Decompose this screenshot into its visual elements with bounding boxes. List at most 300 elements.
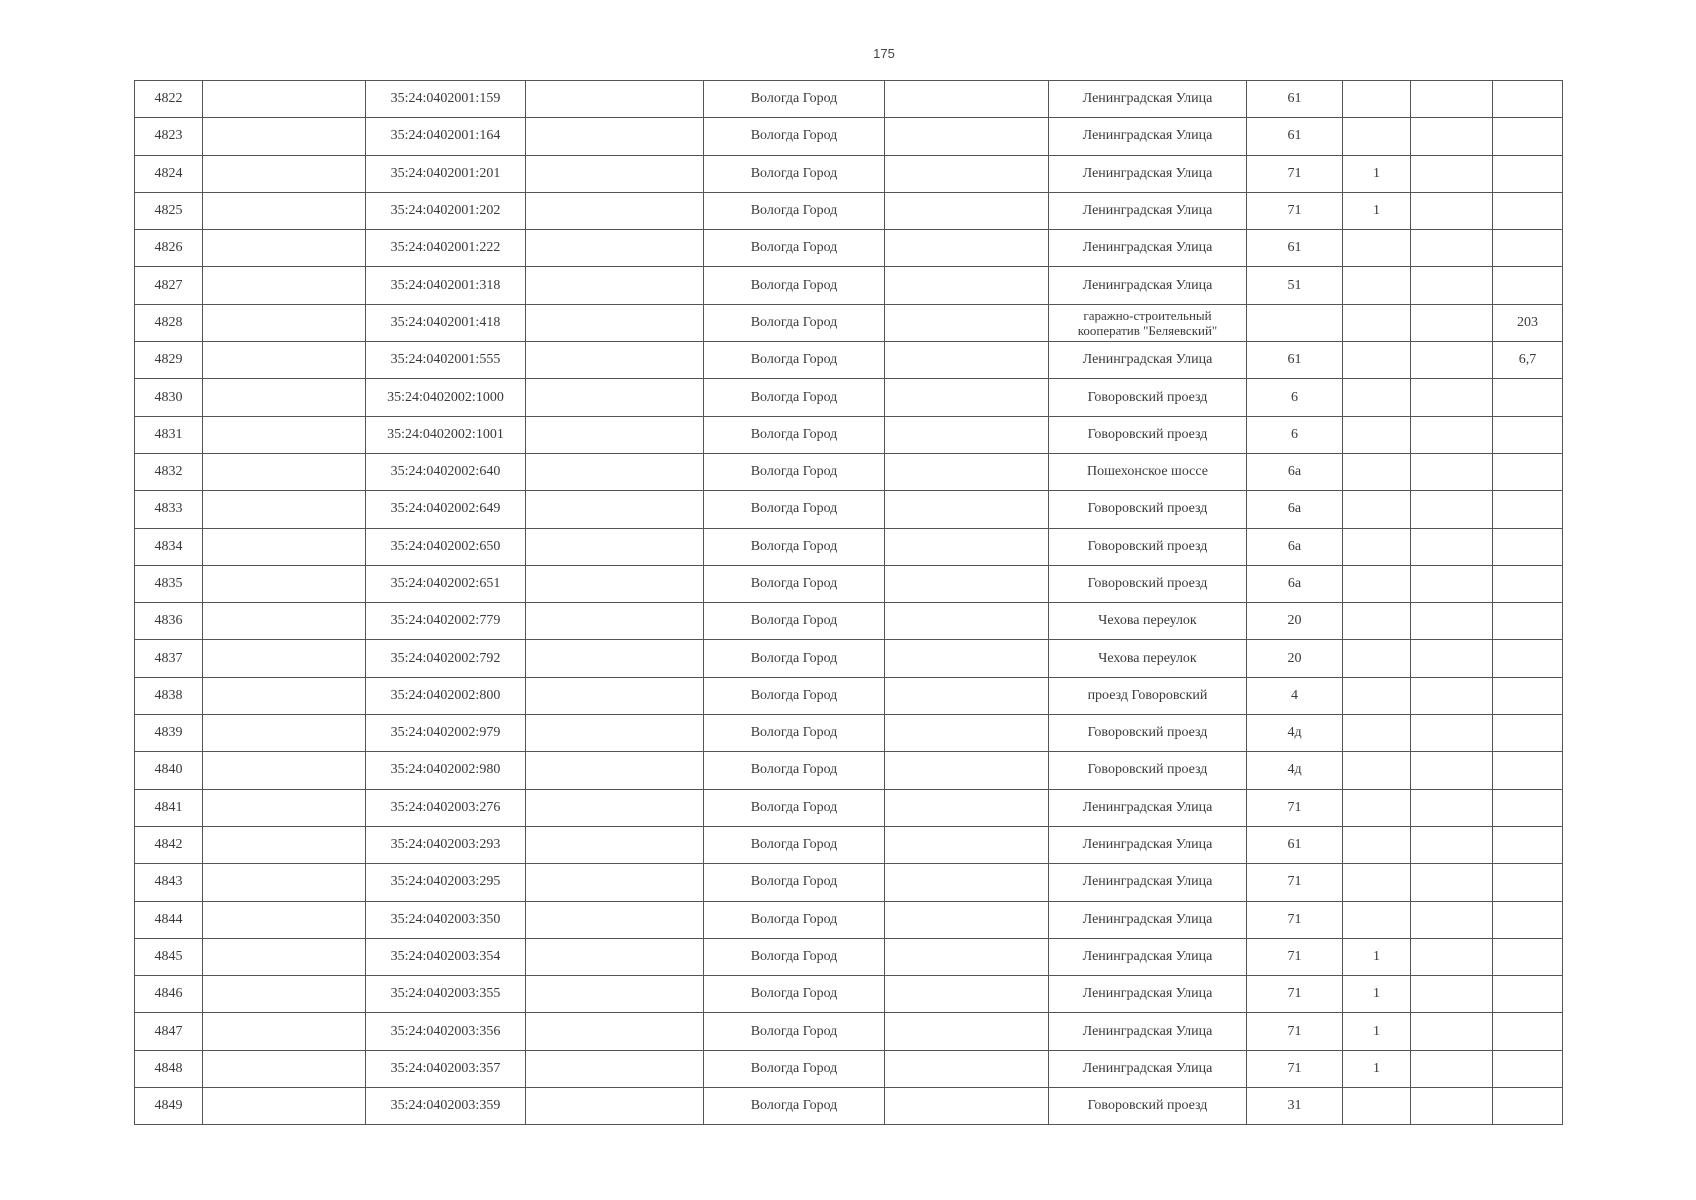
street-cell: Чехова переулок bbox=[1049, 603, 1247, 640]
street-cell: Ленинградская Улица bbox=[1049, 81, 1247, 118]
table-row bbox=[135, 677, 1563, 714]
cadastral-number-cell: 35:24:0402001:222 bbox=[366, 230, 526, 267]
value-cell bbox=[1493, 491, 1563, 528]
empty-cell bbox=[1411, 342, 1493, 379]
empty-cell bbox=[885, 826, 1049, 863]
empty-cell bbox=[203, 342, 366, 379]
table-row bbox=[135, 752, 1563, 789]
row-number-cell: 4834 bbox=[135, 528, 203, 565]
cadastral-number-cell: 35:24:0402001:159 bbox=[366, 81, 526, 118]
empty-cell bbox=[885, 491, 1049, 528]
value-cell: 1 bbox=[1343, 1013, 1411, 1050]
empty-cell bbox=[1411, 1088, 1493, 1125]
street-cell: Чехова переулок bbox=[1049, 640, 1247, 677]
empty-cell bbox=[526, 1013, 704, 1050]
empty-cell bbox=[1411, 379, 1493, 416]
empty-cell bbox=[203, 603, 366, 640]
empty-cell bbox=[1411, 192, 1493, 229]
house-number-cell: 71 bbox=[1247, 155, 1343, 192]
value-cell bbox=[1343, 565, 1411, 602]
house-number-cell: 71 bbox=[1247, 789, 1343, 826]
street-cell: проезд Говоровский bbox=[1049, 677, 1247, 714]
street-cell: Говоровский проезд bbox=[1049, 752, 1247, 789]
empty-cell bbox=[885, 976, 1049, 1013]
house-number-cell: 4 bbox=[1247, 677, 1343, 714]
empty-cell bbox=[526, 81, 704, 118]
house-number-cell bbox=[1247, 304, 1343, 341]
empty-cell bbox=[203, 155, 366, 192]
house-number-cell: 4д bbox=[1247, 715, 1343, 752]
empty-cell bbox=[885, 603, 1049, 640]
empty-cell bbox=[203, 81, 366, 118]
empty-cell bbox=[526, 826, 704, 863]
table-row bbox=[135, 826, 1563, 863]
empty-cell bbox=[1411, 565, 1493, 602]
locality-cell: Вологда Город bbox=[704, 416, 885, 453]
locality-cell: Вологда Город bbox=[704, 81, 885, 118]
empty-cell bbox=[1411, 81, 1493, 118]
empty-cell bbox=[1411, 677, 1493, 714]
house-number-cell: 71 bbox=[1247, 1050, 1343, 1087]
empty-cell bbox=[1411, 752, 1493, 789]
empty-cell bbox=[526, 789, 704, 826]
empty-cell bbox=[1411, 901, 1493, 938]
value-cell: 1 bbox=[1343, 938, 1411, 975]
row-number-cell: 4842 bbox=[135, 826, 203, 863]
empty-cell bbox=[1411, 304, 1493, 341]
value-cell bbox=[1493, 1013, 1563, 1050]
value-cell bbox=[1343, 491, 1411, 528]
table-row bbox=[135, 528, 1563, 565]
value-cell bbox=[1493, 155, 1563, 192]
table-row bbox=[135, 976, 1563, 1013]
value-cell bbox=[1493, 938, 1563, 975]
empty-cell bbox=[203, 192, 366, 229]
value-cell bbox=[1493, 118, 1563, 155]
table-row bbox=[135, 453, 1563, 490]
house-number-cell: 71 bbox=[1247, 864, 1343, 901]
locality-cell: Вологда Город bbox=[704, 304, 885, 341]
cadastral-number-cell: 35:24:0402001:201 bbox=[366, 155, 526, 192]
house-number-cell: 71 bbox=[1247, 976, 1343, 1013]
value-cell bbox=[1493, 1050, 1563, 1087]
table-row bbox=[135, 565, 1563, 602]
house-number-cell: 6а bbox=[1247, 453, 1343, 490]
house-number-cell: 20 bbox=[1247, 640, 1343, 677]
registry-table bbox=[134, 80, 1563, 1125]
table-row bbox=[135, 491, 1563, 528]
empty-cell bbox=[1411, 938, 1493, 975]
house-number-cell: 71 bbox=[1247, 901, 1343, 938]
value-cell bbox=[1343, 118, 1411, 155]
value-cell bbox=[1493, 379, 1563, 416]
cadastral-number-cell: 35:24:0402002:640 bbox=[366, 453, 526, 490]
cadastral-number-cell: 35:24:0402003:357 bbox=[366, 1050, 526, 1087]
street-cell: Ленинградская Улица bbox=[1049, 826, 1247, 863]
value-cell bbox=[1343, 267, 1411, 304]
empty-cell bbox=[885, 565, 1049, 602]
locality-cell: Вологда Город bbox=[704, 491, 885, 528]
empty-cell bbox=[203, 528, 366, 565]
empty-cell bbox=[203, 640, 366, 677]
empty-cell bbox=[885, 1050, 1049, 1087]
table-row bbox=[135, 864, 1563, 901]
house-number-cell: 71 bbox=[1247, 192, 1343, 229]
value-cell bbox=[1343, 640, 1411, 677]
row-number-cell: 4831 bbox=[135, 416, 203, 453]
value-cell bbox=[1493, 677, 1563, 714]
empty-cell bbox=[885, 267, 1049, 304]
locality-cell: Вологда Город bbox=[704, 453, 885, 490]
empty-cell bbox=[526, 491, 704, 528]
table-row bbox=[135, 1050, 1563, 1087]
street-cell: Говоровский проезд bbox=[1049, 491, 1247, 528]
street-cell: Говоровский проезд bbox=[1049, 416, 1247, 453]
locality-cell: Вологда Город bbox=[704, 565, 885, 602]
cadastral-number-cell: 35:24:0402002:980 bbox=[366, 752, 526, 789]
table-row bbox=[135, 603, 1563, 640]
empty-cell bbox=[203, 752, 366, 789]
empty-cell bbox=[526, 677, 704, 714]
empty-cell bbox=[1411, 416, 1493, 453]
empty-cell bbox=[885, 304, 1049, 341]
table-row bbox=[135, 267, 1563, 304]
empty-cell bbox=[526, 192, 704, 229]
empty-cell bbox=[885, 81, 1049, 118]
street-cell: Говоровский проезд bbox=[1049, 379, 1247, 416]
cadastral-number-cell: 35:24:0402002:779 bbox=[366, 603, 526, 640]
empty-cell bbox=[1411, 491, 1493, 528]
street-cell: гаражно-строительный кооператив "Беляевский" bbox=[1049, 304, 1247, 341]
empty-cell bbox=[885, 453, 1049, 490]
house-number-cell: 20 bbox=[1247, 603, 1343, 640]
empty-cell bbox=[885, 379, 1049, 416]
row-number-cell: 4849 bbox=[135, 1088, 203, 1125]
street-cell: Ленинградская Улица bbox=[1049, 267, 1247, 304]
empty-cell bbox=[203, 938, 366, 975]
value-cell bbox=[1493, 976, 1563, 1013]
locality-cell: Вологда Город bbox=[704, 715, 885, 752]
cadastral-number-cell: 35:24:0402002:1001 bbox=[366, 416, 526, 453]
empty-cell bbox=[1411, 155, 1493, 192]
empty-cell bbox=[203, 901, 366, 938]
empty-cell bbox=[885, 155, 1049, 192]
value-cell bbox=[1493, 416, 1563, 453]
empty-cell bbox=[885, 864, 1049, 901]
street-cell: Ленинградская Улица bbox=[1049, 789, 1247, 826]
empty-cell bbox=[526, 1088, 704, 1125]
empty-cell bbox=[526, 603, 704, 640]
empty-cell bbox=[1411, 230, 1493, 267]
value-cell: 6,7 bbox=[1493, 342, 1563, 379]
value-cell bbox=[1493, 1088, 1563, 1125]
empty-cell bbox=[526, 416, 704, 453]
table-row bbox=[135, 118, 1563, 155]
table-row bbox=[135, 1088, 1563, 1125]
table-row bbox=[135, 640, 1563, 677]
locality-cell: Вологда Город bbox=[704, 528, 885, 565]
cadastral-number-cell: 35:24:0402003:354 bbox=[366, 938, 526, 975]
empty-cell bbox=[1411, 453, 1493, 490]
value-cell bbox=[1343, 230, 1411, 267]
row-number-cell: 4839 bbox=[135, 715, 203, 752]
cadastral-number-cell: 35:24:0402003:295 bbox=[366, 864, 526, 901]
street-cell: Ленинградская Улица bbox=[1049, 976, 1247, 1013]
table-row bbox=[135, 938, 1563, 975]
value-cell bbox=[1493, 715, 1563, 752]
house-number-cell: 71 bbox=[1247, 938, 1343, 975]
row-number-cell: 4846 bbox=[135, 976, 203, 1013]
locality-cell: Вологда Город bbox=[704, 379, 885, 416]
locality-cell: Вологда Город bbox=[704, 1088, 885, 1125]
street-cell: Ленинградская Улица bbox=[1049, 1013, 1247, 1050]
house-number-cell: 31 bbox=[1247, 1088, 1343, 1125]
cadastral-number-cell: 35:24:0402002:800 bbox=[366, 677, 526, 714]
empty-cell bbox=[1411, 1013, 1493, 1050]
cadastral-number-cell: 35:24:0402003:359 bbox=[366, 1088, 526, 1125]
locality-cell: Вологда Город bbox=[704, 864, 885, 901]
value-cell bbox=[1343, 864, 1411, 901]
value-cell bbox=[1493, 565, 1563, 602]
empty-cell bbox=[203, 453, 366, 490]
value-cell bbox=[1493, 267, 1563, 304]
street-cell: Ленинградская Улица bbox=[1049, 230, 1247, 267]
row-number-cell: 4823 bbox=[135, 118, 203, 155]
cadastral-number-cell: 35:24:0402001:202 bbox=[366, 192, 526, 229]
row-number-cell: 4829 bbox=[135, 342, 203, 379]
house-number-cell: 6а bbox=[1247, 528, 1343, 565]
street-cell: Пошехонское шоссе bbox=[1049, 453, 1247, 490]
table-row bbox=[135, 155, 1563, 192]
value-cell bbox=[1493, 528, 1563, 565]
empty-cell bbox=[1411, 640, 1493, 677]
empty-cell bbox=[1411, 267, 1493, 304]
house-number-cell: 61 bbox=[1247, 826, 1343, 863]
row-number-cell: 4822 bbox=[135, 81, 203, 118]
street-cell: Ленинградская Улица bbox=[1049, 901, 1247, 938]
empty-cell bbox=[203, 304, 366, 341]
house-number-cell: 61 bbox=[1247, 81, 1343, 118]
value-cell: 1 bbox=[1343, 155, 1411, 192]
empty-cell bbox=[885, 192, 1049, 229]
cadastral-number-cell: 35:24:0402002:792 bbox=[366, 640, 526, 677]
row-number-cell: 4830 bbox=[135, 379, 203, 416]
empty-cell bbox=[526, 715, 704, 752]
empty-cell bbox=[526, 528, 704, 565]
value-cell bbox=[1343, 1088, 1411, 1125]
locality-cell: Вологда Город bbox=[704, 267, 885, 304]
empty-cell bbox=[885, 416, 1049, 453]
empty-cell bbox=[1411, 603, 1493, 640]
house-number-cell: 6 bbox=[1247, 416, 1343, 453]
street-cell: Говоровский проезд bbox=[1049, 528, 1247, 565]
row-number-cell: 4835 bbox=[135, 565, 203, 602]
value-cell bbox=[1343, 901, 1411, 938]
value-cell bbox=[1343, 342, 1411, 379]
value-cell bbox=[1493, 789, 1563, 826]
empty-cell bbox=[203, 267, 366, 304]
empty-cell bbox=[1411, 826, 1493, 863]
value-cell bbox=[1343, 715, 1411, 752]
locality-cell: Вологда Город bbox=[704, 192, 885, 229]
empty-cell bbox=[526, 230, 704, 267]
cadastral-number-cell: 35:24:0402002:1000 bbox=[366, 379, 526, 416]
locality-cell: Вологда Город bbox=[704, 789, 885, 826]
locality-cell: Вологда Город bbox=[704, 603, 885, 640]
street-cell: Ленинградская Улица bbox=[1049, 1050, 1247, 1087]
row-number-cell: 4837 bbox=[135, 640, 203, 677]
empty-cell bbox=[203, 416, 366, 453]
empty-cell bbox=[885, 1088, 1049, 1125]
empty-cell bbox=[885, 901, 1049, 938]
value-cell bbox=[1343, 379, 1411, 416]
value-cell bbox=[1493, 826, 1563, 863]
table-row bbox=[135, 789, 1563, 826]
value-cell bbox=[1343, 603, 1411, 640]
house-number-cell: 71 bbox=[1247, 1013, 1343, 1050]
empty-cell bbox=[885, 715, 1049, 752]
row-number-cell: 4825 bbox=[135, 192, 203, 229]
row-number-cell: 4843 bbox=[135, 864, 203, 901]
locality-cell: Вологда Город bbox=[704, 677, 885, 714]
cadastral-number-cell: 35:24:0402003:276 bbox=[366, 789, 526, 826]
house-number-cell: 6а bbox=[1247, 565, 1343, 602]
table-row bbox=[135, 192, 1563, 229]
locality-cell: Вологда Город bbox=[704, 976, 885, 1013]
value-cell bbox=[1493, 752, 1563, 789]
value-cell bbox=[1343, 826, 1411, 863]
street-cell: Ленинградская Улица bbox=[1049, 938, 1247, 975]
empty-cell bbox=[526, 565, 704, 602]
cadastral-number-cell: 35:24:0402003:293 bbox=[366, 826, 526, 863]
empty-cell bbox=[1411, 864, 1493, 901]
empty-cell bbox=[526, 118, 704, 155]
value-cell: 1 bbox=[1343, 976, 1411, 1013]
empty-cell bbox=[1411, 789, 1493, 826]
house-number-cell: 61 bbox=[1247, 230, 1343, 267]
street-cell: Говоровский проезд bbox=[1049, 1088, 1247, 1125]
value-cell bbox=[1493, 603, 1563, 640]
row-number-cell: 4844 bbox=[135, 901, 203, 938]
value-cell bbox=[1343, 752, 1411, 789]
empty-cell bbox=[526, 1050, 704, 1087]
locality-cell: Вологда Город bbox=[704, 640, 885, 677]
empty-cell bbox=[885, 230, 1049, 267]
empty-cell bbox=[203, 230, 366, 267]
house-number-cell: 6 bbox=[1247, 379, 1343, 416]
table-row bbox=[135, 901, 1563, 938]
value-cell bbox=[1343, 81, 1411, 118]
cadastral-number-cell: 35:24:0402002:979 bbox=[366, 715, 526, 752]
value-cell bbox=[1493, 192, 1563, 229]
empty-cell bbox=[526, 453, 704, 490]
table-row bbox=[135, 230, 1563, 267]
house-number-cell: 4д bbox=[1247, 752, 1343, 789]
value-cell bbox=[1493, 640, 1563, 677]
locality-cell: Вологда Город bbox=[704, 1050, 885, 1087]
value-cell: 1 bbox=[1343, 192, 1411, 229]
empty-cell bbox=[526, 938, 704, 975]
empty-cell bbox=[885, 677, 1049, 714]
cadastral-number-cell: 35:24:0402002:651 bbox=[366, 565, 526, 602]
empty-cell bbox=[203, 565, 366, 602]
house-number-cell: 61 bbox=[1247, 118, 1343, 155]
cadastral-number-cell: 35:24:0402003:350 bbox=[366, 901, 526, 938]
table-row bbox=[135, 81, 1563, 118]
row-number-cell: 4845 bbox=[135, 938, 203, 975]
empty-cell bbox=[1411, 976, 1493, 1013]
empty-cell bbox=[885, 342, 1049, 379]
row-number-cell: 4847 bbox=[135, 1013, 203, 1050]
empty-cell bbox=[885, 752, 1049, 789]
value-cell bbox=[1493, 81, 1563, 118]
empty-cell bbox=[526, 267, 704, 304]
empty-cell bbox=[203, 379, 366, 416]
table-row bbox=[135, 1013, 1563, 1050]
empty-cell bbox=[885, 1013, 1049, 1050]
row-number-cell: 4841 bbox=[135, 789, 203, 826]
empty-cell bbox=[203, 491, 366, 528]
empty-cell bbox=[203, 677, 366, 714]
table-row bbox=[135, 715, 1563, 752]
cadastral-number-cell: 35:24:0402002:650 bbox=[366, 528, 526, 565]
value-cell bbox=[1343, 416, 1411, 453]
row-number-cell: 4838 bbox=[135, 677, 203, 714]
empty-cell bbox=[1411, 118, 1493, 155]
locality-cell: Вологда Город bbox=[704, 1013, 885, 1050]
empty-cell bbox=[885, 640, 1049, 677]
empty-cell bbox=[203, 826, 366, 863]
cadastral-number-cell: 35:24:0402001:164 bbox=[366, 118, 526, 155]
row-number-cell: 4828 bbox=[135, 304, 203, 341]
table-row bbox=[135, 342, 1563, 379]
cadastral-number-cell: 35:24:0402001:555 bbox=[366, 342, 526, 379]
row-number-cell: 4826 bbox=[135, 230, 203, 267]
empty-cell bbox=[885, 938, 1049, 975]
empty-cell bbox=[203, 864, 366, 901]
locality-cell: Вологда Город bbox=[704, 826, 885, 863]
row-number-cell: 4833 bbox=[135, 491, 203, 528]
street-cell: Ленинградская Улица bbox=[1049, 155, 1247, 192]
locality-cell: Вологда Город bbox=[704, 118, 885, 155]
value-cell bbox=[1343, 304, 1411, 341]
page-number: 175 bbox=[873, 46, 895, 61]
cadastral-number-cell: 35:24:0402003:356 bbox=[366, 1013, 526, 1050]
empty-cell bbox=[203, 715, 366, 752]
row-number-cell: 4832 bbox=[135, 453, 203, 490]
empty-cell bbox=[203, 1088, 366, 1125]
row-number-cell: 4824 bbox=[135, 155, 203, 192]
registry-body bbox=[135, 81, 1563, 1125]
empty-cell bbox=[526, 901, 704, 938]
empty-cell bbox=[526, 864, 704, 901]
empty-cell bbox=[203, 1013, 366, 1050]
locality-cell: Вологда Город bbox=[704, 901, 885, 938]
cadastral-number-cell: 35:24:0402001:318 bbox=[366, 267, 526, 304]
empty-cell bbox=[1411, 528, 1493, 565]
house-number-cell: 51 bbox=[1247, 267, 1343, 304]
empty-cell bbox=[203, 118, 366, 155]
value-cell bbox=[1343, 528, 1411, 565]
house-number-cell: 6а bbox=[1247, 491, 1343, 528]
value-cell bbox=[1343, 677, 1411, 714]
value-cell: 203 bbox=[1493, 304, 1563, 341]
empty-cell bbox=[203, 976, 366, 1013]
cadastral-number-cell: 35:24:0402001:418 bbox=[366, 304, 526, 341]
locality-cell: Вологда Город bbox=[704, 752, 885, 789]
locality-cell: Вологда Город bbox=[704, 342, 885, 379]
empty-cell bbox=[203, 1050, 366, 1087]
